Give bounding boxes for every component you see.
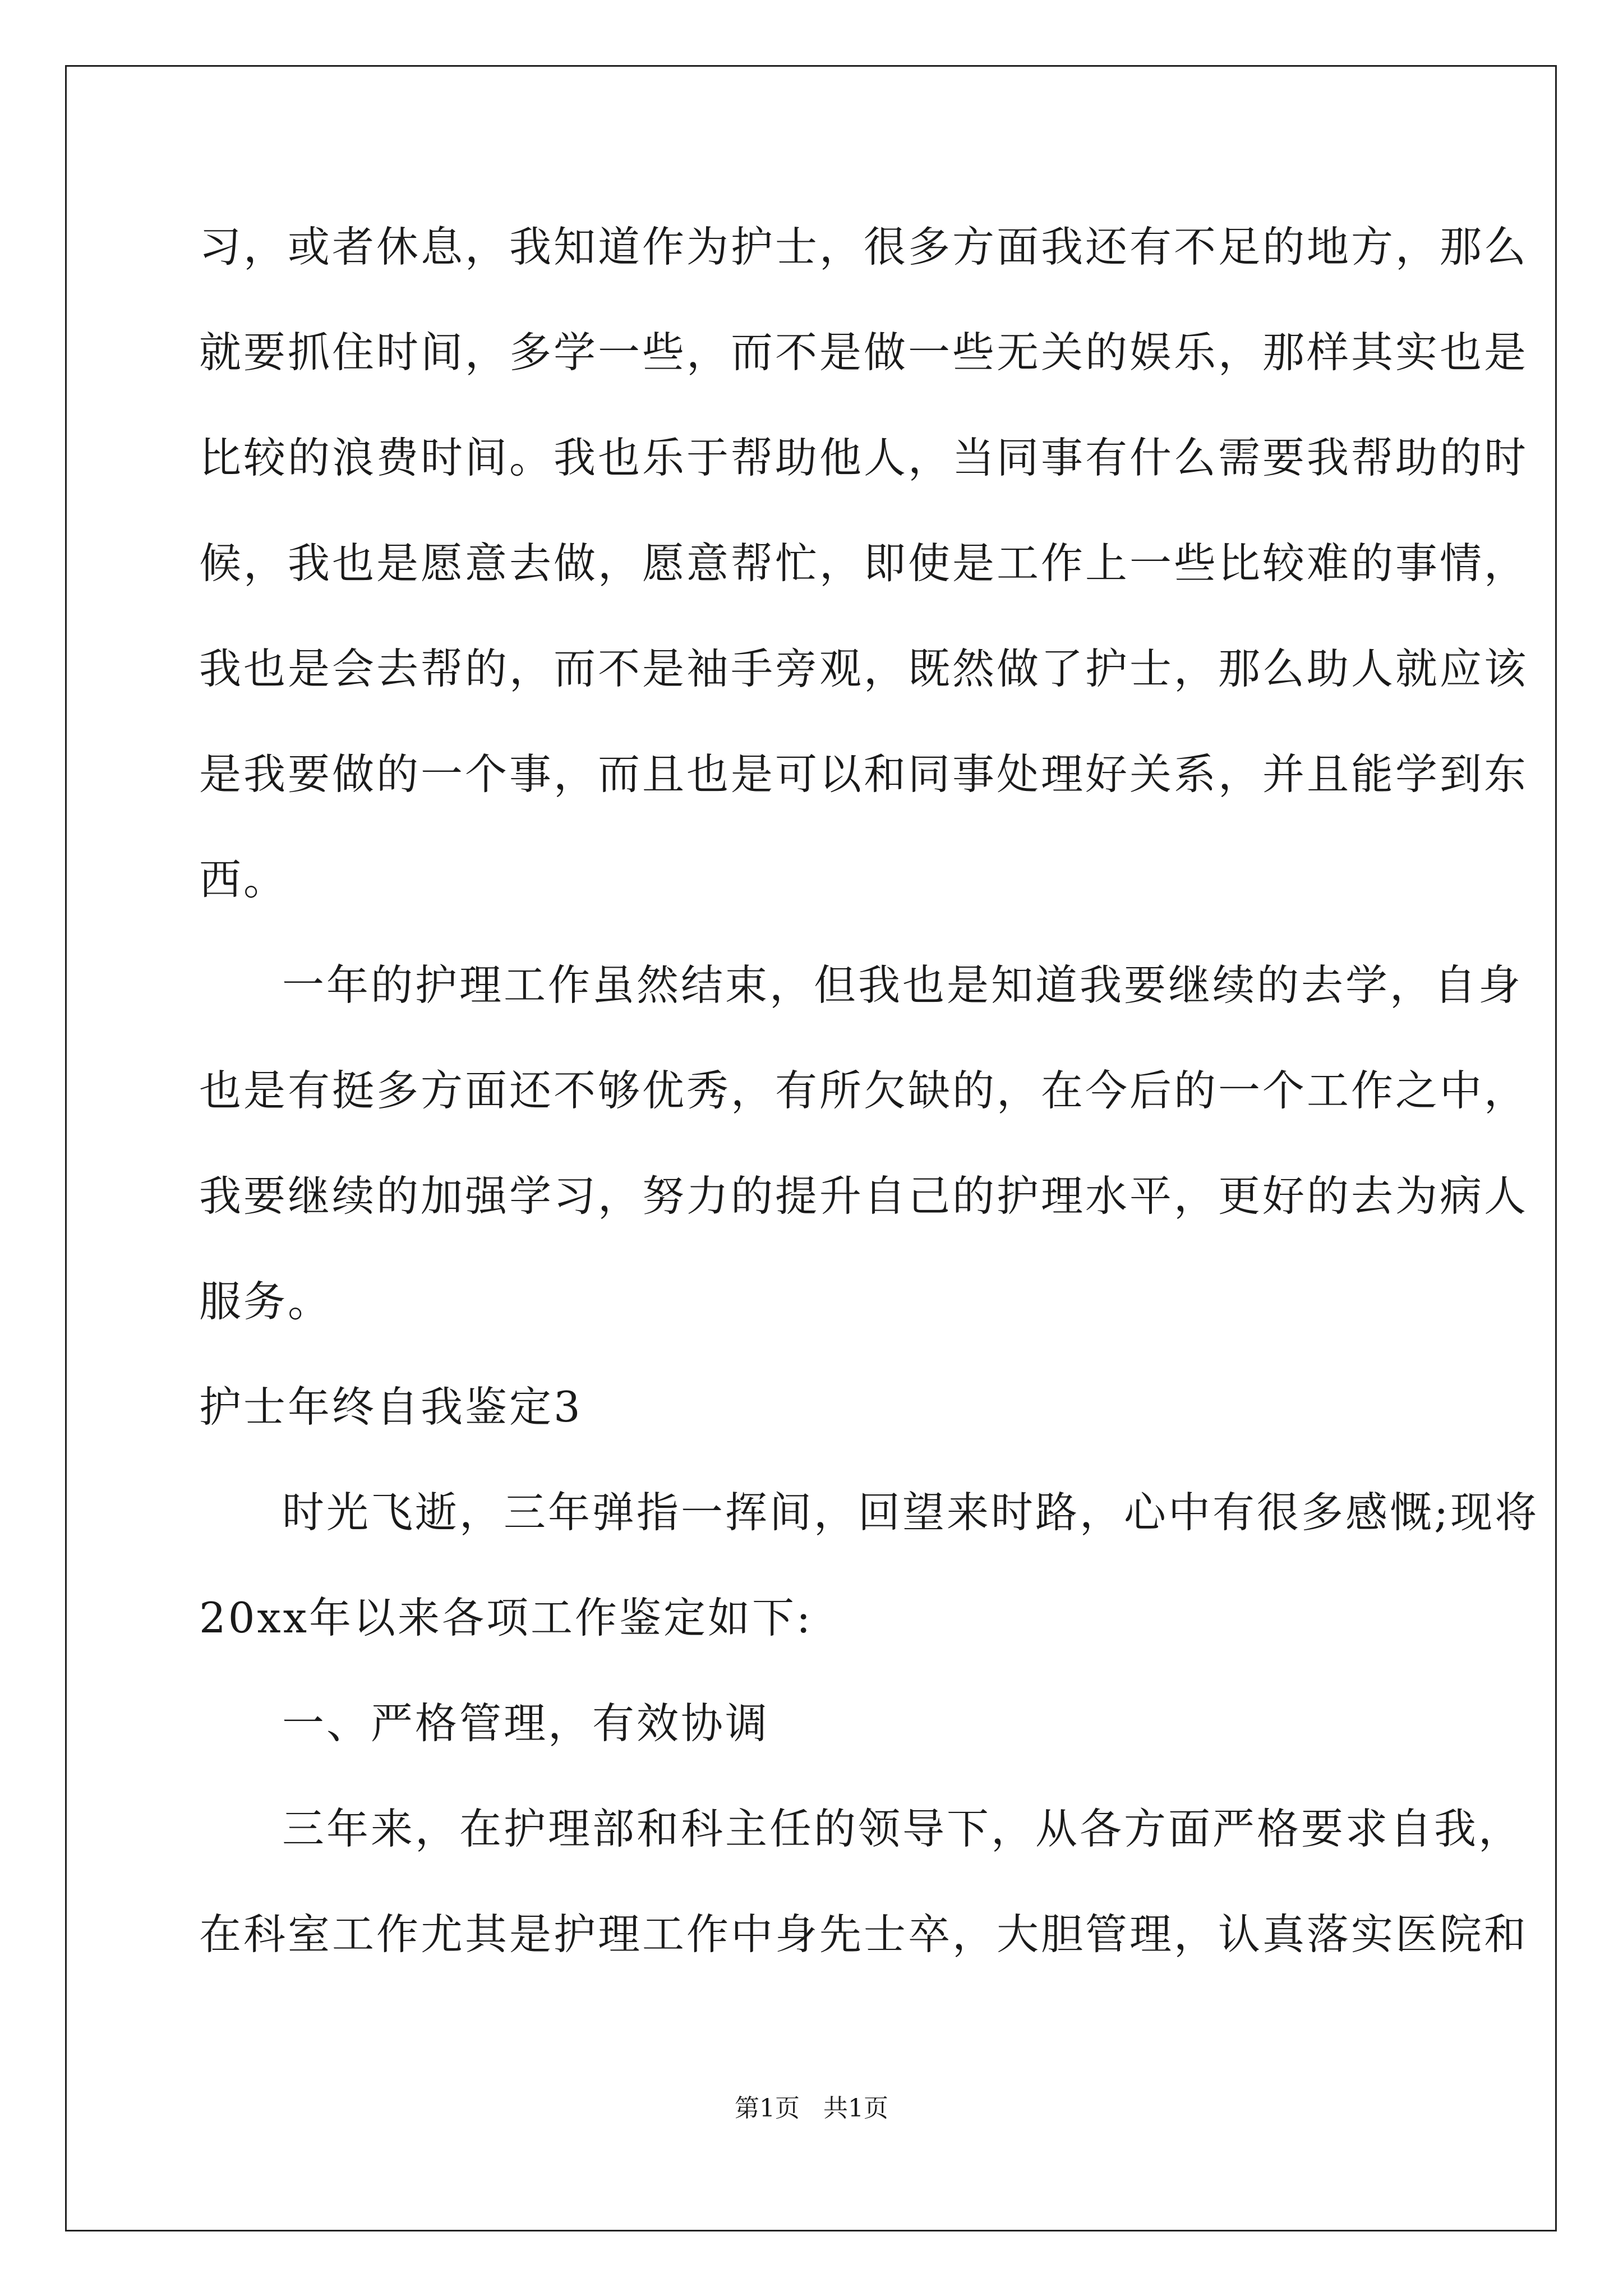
text-line: 在科室工作尤其是护理工作中身先士卒，大胆管理，认真落实医院和 <box>199 1910 1529 1959</box>
text-line: 20xx年以来各项工作鉴定如下: <box>199 1593 813 1642</box>
document-body <box>199 194 1539 1987</box>
text-line: 一、严格管理，有效协调 <box>282 1699 770 1748</box>
text-line: 三年来，在护理部和科主任的领导下，从各方面严格要求自我， <box>282 1804 1523 1853</box>
page-footer: 第1页 共1页 <box>735 2094 888 2123</box>
text-line: 候，我也是愿意去做，愿意帮忙，即使是工作上一些比较难的事情， <box>199 539 1529 588</box>
text-line: 一年的护理工作虽然结束，但我也是知道我要继续的去学，自身 <box>282 960 1523 1010</box>
text-line: 我也是会去帮的，而不是袖手旁观，既然做了护士，那么助人就应该 <box>199 644 1529 693</box>
text-line: 时光飞逝，三年弹指一挥间，回望来时路，心中有很多感慨;现将 <box>282 1488 1539 1537</box>
text-line: 是我要做的一个事，而且也是可以和同事处理好关系，并且能学到东 <box>199 749 1529 799</box>
text-line: 我要继续的加强学习，努力的提升自己的护理水平，更好的去为病人 <box>199 1171 1529 1221</box>
text-line: 西。 <box>199 855 288 904</box>
text-line: 服务。 <box>199 1277 333 1326</box>
text-line: 就要抓住时间，多学一些，而不是做一些无关的娱乐，那样其实也是 <box>199 328 1529 377</box>
text-line: 也是有挺多方面还不够优秀，有所欠缺的，在今后的一个工作之中， <box>199 1066 1529 1115</box>
text-line: 习，或者休息，我知道作为护士，很多方面我还有不足的地方，那么 <box>199 222 1529 272</box>
text-line: 比较的浪费时间。我也乐于帮助他人，当同事有什么需要我帮助的时 <box>199 433 1529 482</box>
text-line: 护士年终自我鉴定3 <box>199 1382 583 1432</box>
